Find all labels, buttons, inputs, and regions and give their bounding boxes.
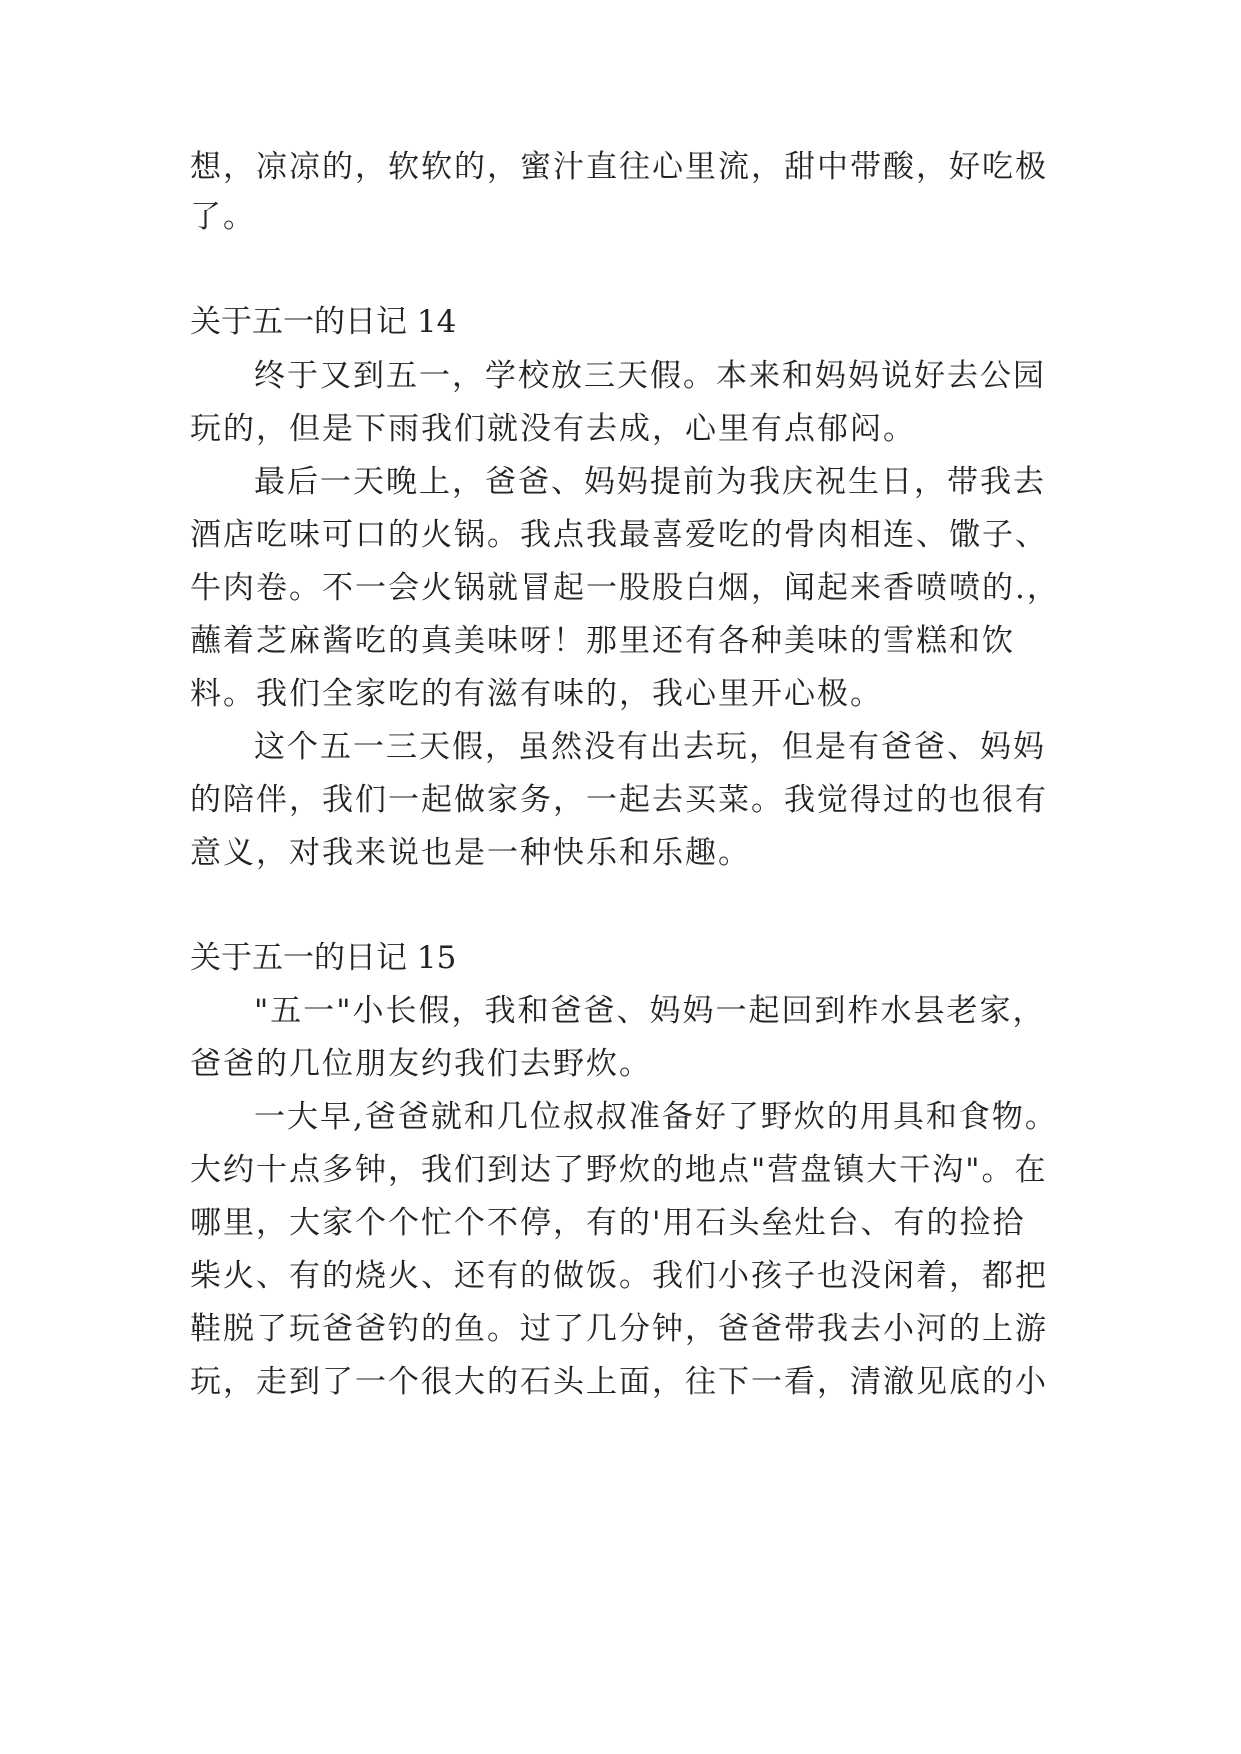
paragraph-line: 鞋脱了玩爸爸钓的鱼。过了几分钟，爸爸带我去小河的上游 [190,1311,1048,1347]
paragraph-line: "五一"小长假，我和爸爸、妈妈一起回到柞水县老家， [254,993,1046,1029]
paragraph-line: 料。我们全家吃的有滋有味的，我心里开心极。 [190,676,883,712]
paragraph-line: 牛肉卷。不一会火锅就冒起一股股白烟，闻起来香喷喷的.， [190,570,1060,606]
paragraph-line: 酒店吃味可口的火锅。我点我最喜爱吃的骨肉相连、馓子、 [190,517,1048,553]
paragraph-line: 柴火、有的烧火、还有的做饭。我们小孩子也没闲着，都把 [190,1258,1048,1294]
intro-line-1: 想，凉凉的，软软的，蜜汁直往心里流，甜中带酸，好吃极 [190,149,1048,185]
intro-line-2: 了。 [190,199,256,235]
paragraph-line: 玩的，但是下雨我们就没有去成，心里有点郁闷。 [190,411,916,447]
paragraph-line: 爸爸的几位朋友约我们去野炊。 [190,1046,652,1082]
paragraph-line: 的陪伴，我们一起做家务，一起去买菜。我觉得过的也很有 [190,782,1048,818]
paragraph-line: 大约十点多钟，我们到达了野炊的地点"营盘镇大干沟"。在 [190,1152,1048,1188]
paragraph-line: 哪里，大家个个忙个不停，有的'用石头垒灶台、有的捡拾 [190,1205,1026,1241]
section-heading-14: 关于五一的日记 14 [190,304,457,340]
paragraph-line: 意义，对我来说也是一种快乐和乐趣。 [190,835,751,871]
paragraph-line: 一大早,爸爸就和几位叔叔准备好了野炊的用具和食物。 [254,1099,1058,1135]
section-heading-15: 关于五一的日记 15 [190,940,457,976]
paragraph-line: 玩，走到了一个很大的石头上面，往下一看，清澈见底的小 [190,1364,1048,1400]
paragraph-line: 终于又到五一，学校放三天假。本来和妈妈说好去公园 [254,358,1046,394]
paragraph-line: 最后一天晚上，爸爸、妈妈提前为我庆祝生日，带我去 [254,464,1046,500]
paragraph-line: 这个五一三天假，虽然没有出去玩，但是有爸爸、妈妈 [254,729,1046,765]
paragraph-line: 蘸着芝麻酱吃的真美味呀！那里还有各种美味的雪糕和饮 [190,623,1015,659]
